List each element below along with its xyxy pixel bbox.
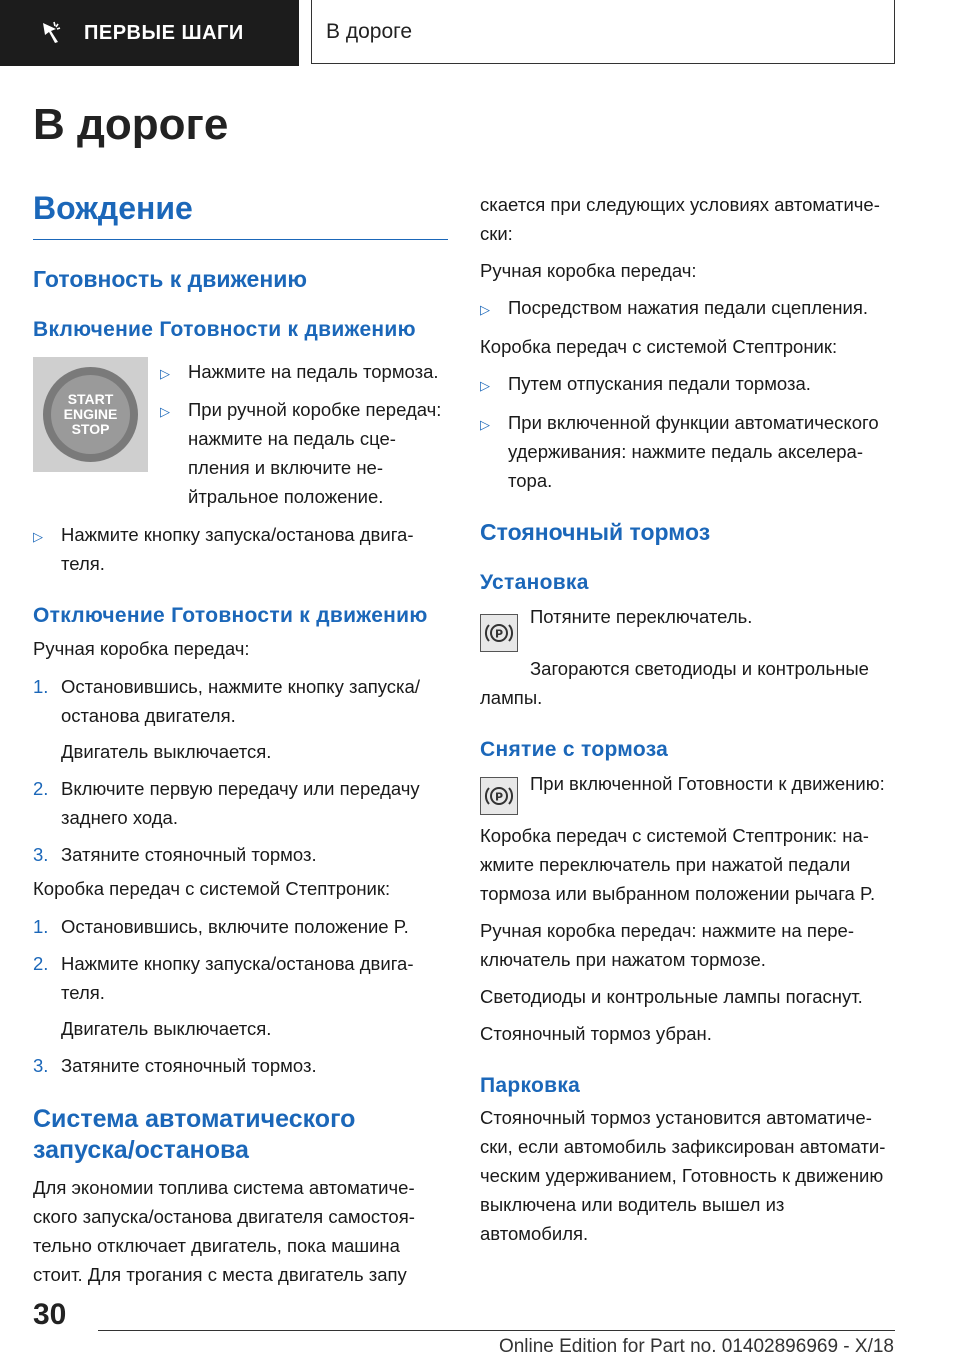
heading-enable-readiness: Включение Готовности к движению	[33, 317, 416, 341]
page-header	[0, 0, 960, 66]
flag-icon	[40, 20, 66, 46]
edition-note: Online Edition for Part no. 01402896969 - X/18	[498, 1336, 894, 1357]
release-lights: Светодиоды и контрольные лампы погаснут.	[480, 986, 863, 1008]
step-result: Двигатель выключается.	[61, 1018, 272, 1040]
autostart-continued: скается при следующих условиях автоматически:	[480, 194, 880, 244]
chapter-tab[interactable]	[0, 0, 299, 66]
triangle-bullet-icon: ▷	[480, 302, 490, 317]
section-label: В дороге	[311, 0, 895, 64]
heading-driving: Вождение	[33, 190, 448, 240]
start-stop-button-image	[33, 357, 148, 472]
release-done: Стояночный тормоз убран.	[480, 1023, 712, 1045]
manual-gearbox-label: Ручная коробка передач:	[480, 260, 697, 281]
release-manual: Ручная коробка передач: нажмите на переключатель при нажатом тормозе.	[480, 920, 854, 971]
list-item: 2. Включите первую передачу или передачу заднего хода.	[33, 778, 420, 829]
set-line2: Загораются светодиоды и контрольные лампы.	[480, 657, 869, 708]
heading-set-brake: Установка	[480, 570, 589, 594]
autostart-text: Для экономии топлива система автоматического запуска/останова двигателя самостоятельно отключает двигатель, пока машина стоит. Для трогания с места двигатель запу	[33, 1176, 415, 1285]
enable-block	[33, 357, 448, 511]
parking-brake-icon	[480, 777, 518, 815]
steptronic-steps-list	[33, 912, 448, 1080]
stop-label: STOP	[71, 420, 110, 437]
page-number: 30	[33, 1298, 67, 1331]
heading-autostart: Система автоматического запуска/останова	[33, 1105, 356, 1165]
svg-text:P: P	[494, 790, 504, 804]
start-label: START	[67, 390, 114, 407]
heading-disable-readiness: Отключение Готовности к движению	[33, 603, 428, 627]
release-block	[480, 769, 895, 815]
triangle-bullet-icon: ▷	[480, 417, 490, 432]
triangle-bullet-icon: ▷	[480, 378, 490, 393]
manual-steps-list	[33, 672, 448, 869]
right-column	[480, 190, 895, 1248]
step-result: Двигатель выключается.	[61, 741, 272, 763]
release-line1: При включенной Готовности к движению:	[530, 773, 885, 795]
release-steptronic: Коробка передач с системой Стептроник: нажмите переключатель при нажатой педали тормоза или выбранном положении рычага P.	[480, 825, 876, 905]
triangle-bullet-icon: ▷	[160, 403, 170, 419]
list-item: ▷ Нажмите кнопку запуска/останова двигателя.	[33, 520, 448, 578]
svg-text:P: P	[494, 627, 504, 641]
list-item: ▷ Нажмите на педаль тормоза.	[160, 357, 448, 388]
manual-gearbox-label: Ручная коробка передач:	[33, 638, 250, 660]
footer-divider	[98, 1330, 895, 1331]
heading-release-brake: Снятие с тормоза	[480, 737, 669, 761]
list-item: 1. Остановившись, нажмите кнопку запуска/ останова двигателя.	[33, 676, 420, 727]
triangle-bullet-icon: ▷	[160, 365, 170, 381]
list-item: ▷ Посредством нажатия педали сцепления.	[480, 293, 895, 324]
chapter-tab-label: ПЕРВЫЕ ШАГИ	[84, 21, 244, 44]
triangle-bullet-icon: ▷	[33, 528, 43, 544]
set-block	[480, 602, 895, 652]
list-item: 3. Затяните стояночный тормоз.	[33, 1055, 317, 1077]
list-item: ▷ При ручной коробке передач: нажмите на педаль сцепления и включите нейтральное положение.	[160, 395, 448, 511]
list-item: 1. Остановившись, включите положение P.	[33, 916, 409, 938]
steptronic-label: Коробка передач с системой Стептроник:	[480, 336, 838, 357]
steptronic-label: Коробка передач с системой Стептроник:	[33, 878, 391, 900]
heading-readiness: Готовность к движению	[33, 266, 307, 292]
set-line1: Потяните переключатель.	[530, 605, 753, 627]
list-item: ▷ Путем отпускания педали тормоза.	[480, 369, 895, 400]
left-column	[33, 190, 448, 1289]
list-item: ▷ При включенной функции автоматического удерживания: нажмите педаль акселератора.	[480, 408, 895, 495]
heading-parking-brake: Стояночный тормоз	[480, 519, 711, 545]
list-item: 2. Нажмите кнопку запуска/останова двигателя.	[33, 953, 414, 1004]
heading-parking: Парковка	[480, 1074, 581, 1098]
page-title: В дороге	[33, 100, 229, 149]
engine-label: ENGINE	[63, 405, 118, 422]
parking-brake-icon	[480, 614, 518, 652]
list-item: 3. Затяните стояночный тормоз.	[33, 844, 317, 866]
parking-text: Стояночный тормоз установится автоматически, если автомобиль зафиксирован автоматическим удерживанием, Готовность к движению выключена или водитель вышел из автомобиля.	[480, 1107, 886, 1245]
